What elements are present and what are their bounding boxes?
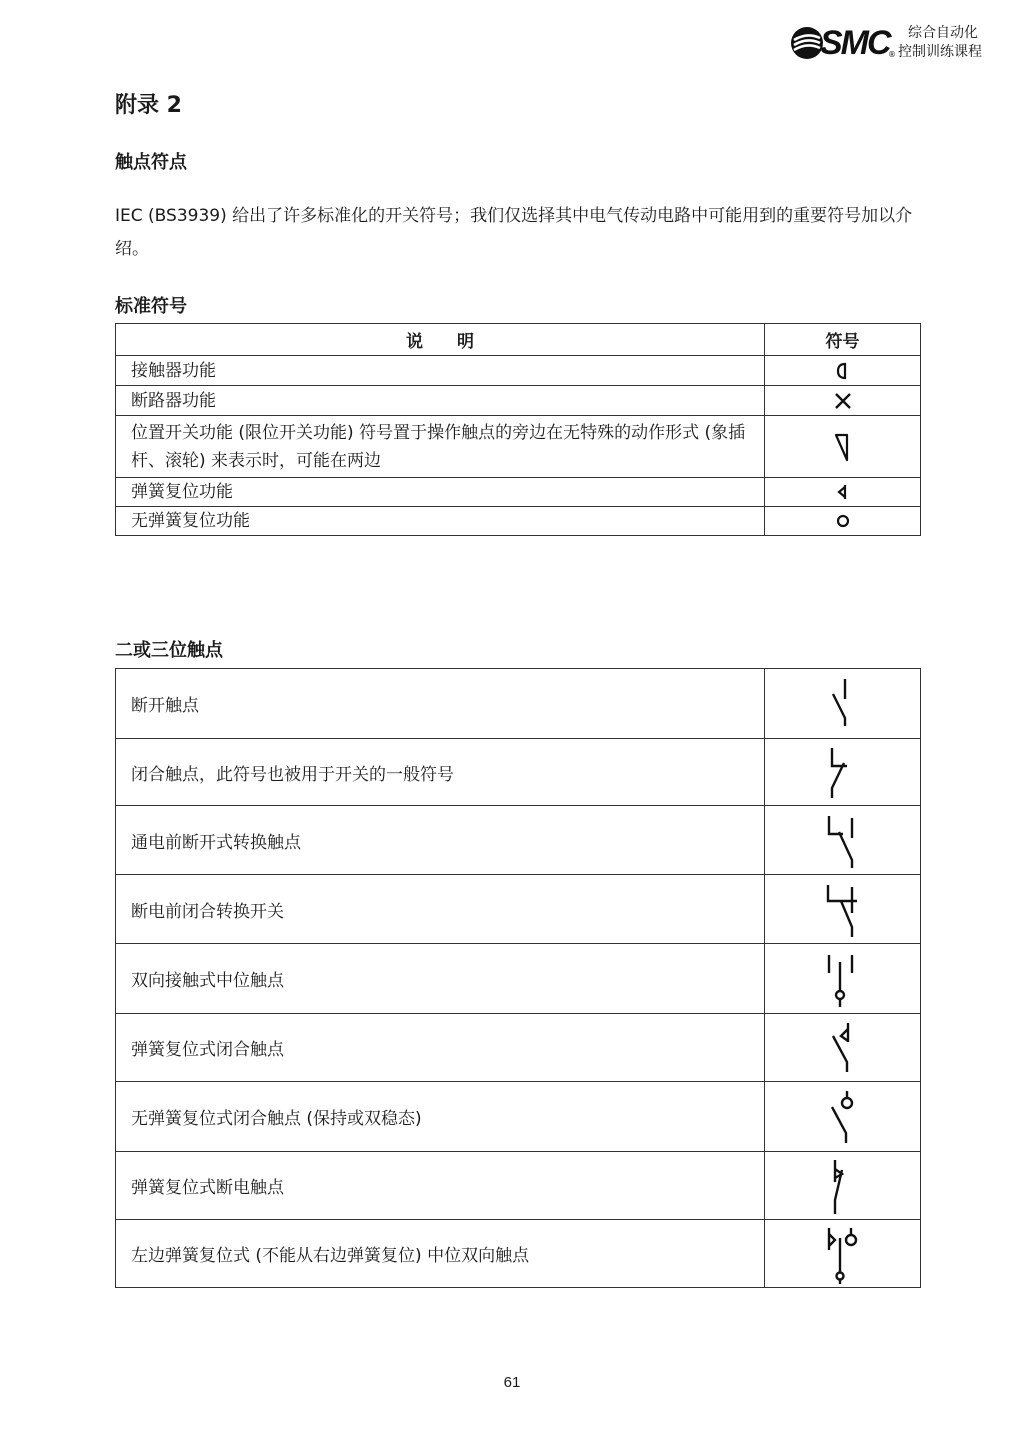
table-row (116, 739, 921, 806)
row-symbol (765, 875, 921, 944)
row-symbol (765, 669, 921, 739)
intro-paragraph: IEC (BS3939) 给出了许多标准化的开关符号；我们仅选择其中电气传动电路中可能用到的重要符号加以介绍。 (115, 206, 913, 259)
row-symbol (765, 806, 921, 875)
smc-swirl-icon (790, 26, 824, 60)
row-description: 接触器功能 (116, 356, 765, 386)
table-row (116, 478, 921, 507)
course-title-line1: 综合自动化 (908, 25, 978, 41)
section-heading-contacts: 触点符点 (115, 152, 187, 173)
row-description: 无弹簧复位功能 (116, 507, 765, 536)
table-row (116, 356, 921, 386)
course-title-line2: 控制训练课程 (898, 44, 982, 60)
row-description: 弹簧复位式闭合触点 (116, 1014, 765, 1082)
registered-mark: ® (888, 50, 896, 59)
page-number: 61 (503, 1374, 521, 1391)
table-row (116, 944, 921, 1014)
spring-return-break-contact-icon (823, 1156, 863, 1216)
row-description: 双向接触式中位触点 (116, 944, 765, 1014)
breaker-cross-icon (832, 390, 854, 412)
row-symbol (765, 944, 921, 1014)
row-description: 位置开关功能 (限位开关功能) 符号置于操作触点的旁边在无特殊的动作形式 (象插杆、滚轮) 来表示时，可能在两边 (116, 416, 765, 478)
table-row (116, 1220, 921, 1288)
row-symbol (765, 356, 921, 386)
position-switch-triangle-icon (832, 430, 854, 464)
spring-return-make-contact-icon (823, 1018, 863, 1078)
course-title (898, 24, 982, 62)
table-row (116, 507, 921, 536)
make-before-break-changeover-icon (823, 879, 863, 939)
row-symbol (765, 1152, 921, 1220)
no-spring-return-circle-icon (833, 511, 853, 531)
column-header-description: 说 明 (116, 324, 765, 356)
break-contact-icon (823, 742, 863, 802)
smc-logo (790, 22, 995, 66)
table-row (116, 1082, 921, 1152)
make-contact-icon (823, 674, 863, 734)
table-row (116, 806, 921, 875)
brand-name: SMC (820, 24, 890, 62)
row-symbol (765, 478, 921, 507)
row-symbol (765, 739, 921, 806)
row-symbol (765, 1082, 921, 1152)
row-description: 断电前闭合转换开关 (116, 875, 765, 944)
row-description: 断开触点 (116, 669, 765, 739)
row-description: 断路器功能 (116, 386, 765, 416)
section-heading-two-three-position: 二或三位触点 (115, 640, 223, 661)
row-description: 弹簧复位功能 (116, 478, 765, 507)
table-row (116, 1152, 921, 1220)
row-description: 弹簧复位式断电触点 (116, 1152, 765, 1220)
two-way-center-off-icon (823, 949, 863, 1009)
table-header-row (116, 324, 921, 356)
row-symbol (765, 386, 921, 416)
left-spring-return-center-contact-icon (823, 1224, 863, 1284)
row-description: 无弹簧复位式闭合触点 (保持或双稳态) (116, 1082, 765, 1152)
contacts-table (115, 668, 921, 1288)
row-description: 通电前断开式转换触点 (116, 806, 765, 875)
break-before-make-changeover-icon (823, 810, 863, 870)
row-description: 闭合触点，此符号也被用于开关的一般符号 (116, 739, 765, 806)
column-header-symbol: 符号 (765, 324, 921, 356)
row-description: 左边弹簧复位式 (不能从右边弹簧复位) 中位双向触点 (116, 1220, 765, 1288)
contactor-semicircle-icon (833, 360, 853, 382)
table-row (116, 1014, 921, 1082)
table-row (116, 416, 921, 478)
table-row (116, 386, 921, 416)
spring-return-icon (833, 482, 853, 502)
section-heading-standard: 标准符号 (115, 296, 187, 317)
appendix-title: 附录 2 (115, 93, 182, 118)
table-row (116, 669, 921, 739)
row-symbol (765, 1014, 921, 1082)
row-symbol (765, 416, 921, 478)
standard-symbols-table (115, 323, 921, 536)
row-symbol (765, 507, 921, 536)
stay-put-make-contact-icon (823, 1087, 863, 1147)
table-row (116, 875, 921, 944)
row-symbol (765, 1220, 921, 1288)
